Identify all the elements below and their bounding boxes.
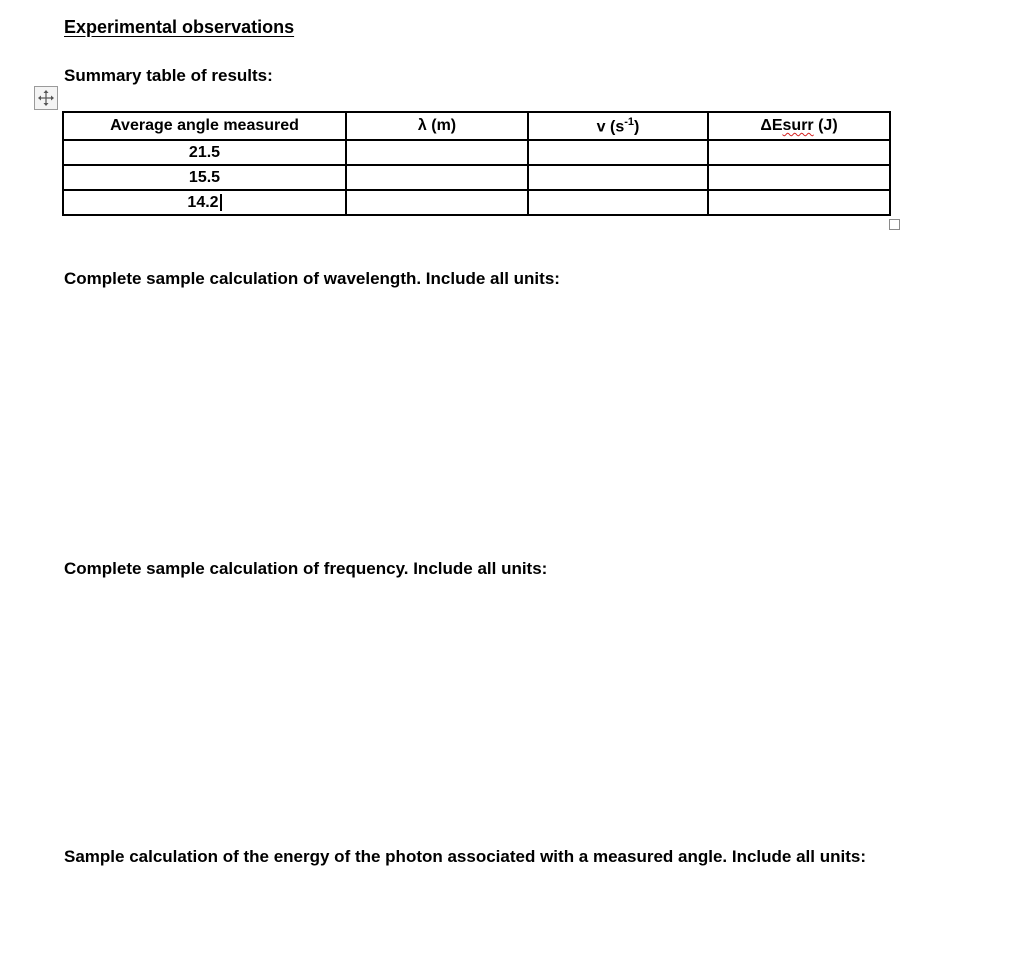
energy-prompt: Sample calculation of the energy of the photon associated with a measured angle. Include all units:: [64, 847, 866, 866]
frequency-prompt: Complete sample calculation of frequency. Include all units:: [64, 559, 548, 578]
header-frequency[interactable]: [528, 112, 708, 140]
table-row: [63, 165, 890, 190]
angle-cell[interactable]: 21.5: [63, 140, 346, 165]
lambda-unit: (m): [431, 117, 457, 134]
wavelength-cell[interactable]: [346, 165, 528, 190]
frequency-unit-exponent: -1: [624, 115, 635, 128]
section-heading: Experimental observations: [64, 17, 295, 37]
move-arrows-icon: [37, 89, 55, 107]
frequency-cell[interactable]: [528, 165, 708, 190]
angle-cell[interactable]: 15.5: [63, 165, 346, 190]
frequency-unit-close: ): [634, 118, 640, 136]
header-wavelength[interactable]: [346, 112, 528, 140]
table-row: [63, 140, 890, 165]
lambda-symbol: λ: [417, 117, 427, 134]
results-table: [62, 111, 891, 216]
table-caption: Summary table of results:: [64, 66, 273, 85]
header-energy[interactable]: [708, 112, 890, 140]
header-average-angle[interactable]: Average angle measured: [63, 112, 346, 140]
table-move-handle[interactable]: [34, 86, 58, 110]
angle-value: 14.2: [187, 194, 221, 211]
energy-cell[interactable]: [708, 165, 890, 190]
energy-cell[interactable]: [708, 190, 890, 215]
wavelength-prompt: Complete sample calculation of wavelength. Include all units:: [64, 269, 560, 288]
frequency-symbol: v: [596, 118, 606, 136]
energy-subscript: surr: [782, 117, 814, 134]
resize-square-icon[interactable]: [889, 219, 900, 230]
frequency-unit-base: (s: [610, 118, 625, 136]
table-header-row: [63, 112, 890, 140]
energy-delta: ΔE: [760, 117, 783, 134]
frequency-cell[interactable]: [528, 190, 708, 215]
table-row: [63, 190, 890, 215]
frequency-cell[interactable]: [528, 140, 708, 165]
wavelength-cell[interactable]: [346, 190, 528, 215]
energy-cell[interactable]: [708, 140, 890, 165]
energy-unit: (J): [818, 117, 838, 134]
angle-cell-active[interactable]: [63, 190, 346, 215]
wavelength-cell[interactable]: [346, 140, 528, 165]
